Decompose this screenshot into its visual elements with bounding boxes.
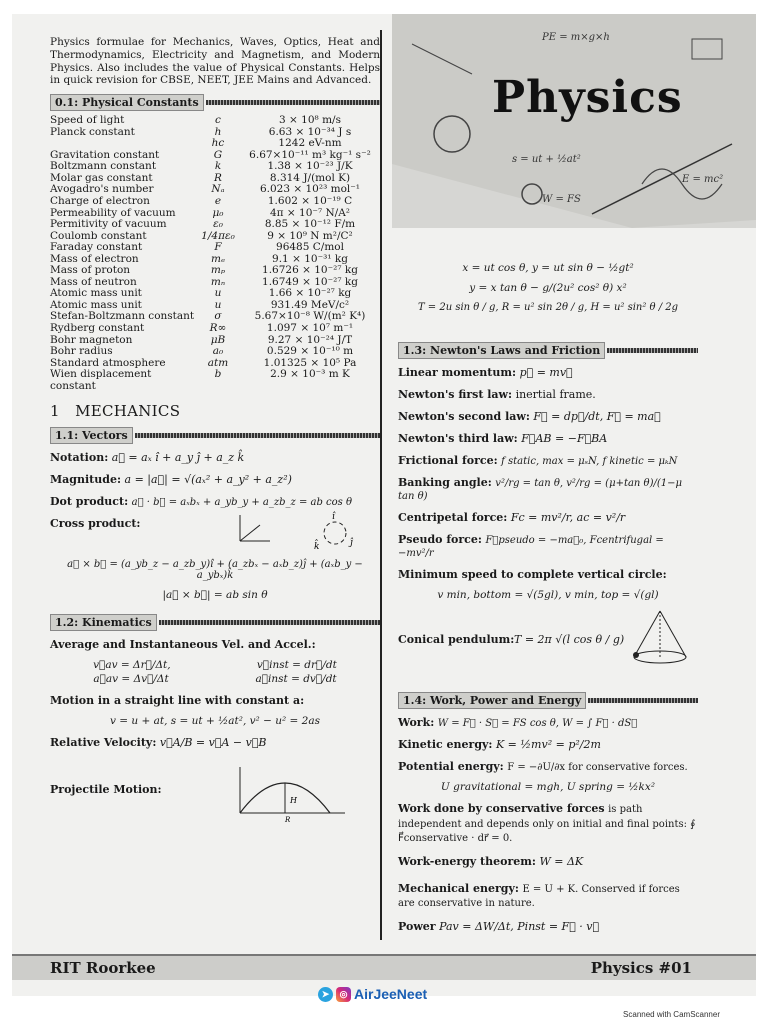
label: Work-energy theorem: [398,854,536,868]
section-header [50,428,380,442]
constant-value: 1.38 × 10⁻²³ J/K [267,160,353,173]
brand-watermark [318,984,427,1004]
formula: a⃗ = aₓ î + a_y ĵ + a_z k̂ [111,451,245,465]
constant-name: Mass of electron [50,252,139,265]
formula: a⃗av = Δv⃗/Δt [93,673,169,686]
constant-symbol: ε₀ [213,218,223,231]
chapter-heading [50,402,380,420]
constant-value: 9 × 10⁹ N m²/C² [267,229,353,242]
formula: Pav = ΔW/Δt, Pinst = F⃗ · v⃗ [439,919,600,933]
constant-name: Charge of electron [50,195,150,208]
label: Mechanical energy: [398,881,519,895]
formula: a⃗inst = dv⃗/dt [255,673,337,686]
svg-text:î: î [332,512,335,523]
label: Relative Velocity: [50,736,157,750]
formula: v²/rg = tan θ, v²/rg = (μ+tan θ)/(1−μ tan θ) [398,478,682,502]
constant-row [50,346,380,358]
label: Newton's second law: [398,410,530,423]
formula: W = F⃗ · S⃗ = FS cos θ, W = ∫ F⃗ · dS⃗ [437,718,638,729]
constant-value: 5.67×10⁻⁸ W/(m² K⁴) [254,310,366,323]
label: Newton's third law: [398,432,518,445]
constant-value: 9.1 × 10⁻³¹ kg [272,252,348,265]
formula: a⃗ × b⃗ = (a_yb_z − a_zb_y)î + (a_zbₓ − aₓb_z)ĵ + (aₓb_y − a_ybₓ)k̂ [67,559,363,582]
constant-name: Planck constant [50,125,135,138]
footer-left: RIT Roorkee [50,959,156,977]
constant-value: 1.097 × 10⁷ m⁻¹ [266,322,354,335]
constant-symbol: u [214,287,222,300]
constant-name: Mass of neutron [50,275,137,288]
formula: K = ½mv² = p²/2m [495,738,601,751]
svg-text:R: R [285,816,291,824]
column-divider [380,30,382,940]
constant-symbol: σ [214,310,222,323]
section-header [398,343,698,357]
svg-text:k̂: k̂ [314,542,320,552]
left-column [50,30,380,823]
constant-name: Permitivity of vacuum [50,218,167,231]
section-title: 1.1: Vectors [50,427,133,444]
formula: F = −∂U/∂x for conservative forces. [507,762,688,773]
label: Cross product: [50,517,141,531]
footer-right: Physics #01 [590,959,692,977]
label: Newton's first law: [398,388,513,401]
label: Work: [398,716,435,729]
scanner-credit: Scanned with CamScanner [623,1010,720,1019]
constant-symbol: mₙ [210,275,226,288]
constant-value: 6.023 × 10²³ mol⁻¹ [259,183,361,196]
constant-value: 3 × 10⁸ m/s [279,114,341,127]
page-footer [12,954,756,980]
svg-text:H: H [290,796,297,806]
constant-name: Bohr magneton [50,333,133,346]
formula: T = 2π √(l cos θ / g) [514,633,625,646]
formula: y = x tan θ − g/(2u² cos² θ) x² [469,282,627,294]
formula: T = 2u sin θ / g, R = u² sin 2θ / g, H = u² sin² θ / 2g [417,302,679,313]
intro-paragraph: Physics formulae for Mechanics, Waves, Optics, Heat and Thermodynamics, Electricity and Magnetism, and Modern Physics. Also includes the value of Physical Constants. Helps in quick revision for CBSE, NEET, JEE Mains and Advanced. [50,36,380,87]
constant-value: 1.6726 × 10⁻²⁷ kg [262,264,358,277]
label: Motion in a straight line with constant a: [50,694,305,708]
section-title: 1.4: Work, Power and Energy [398,692,586,709]
text: inertial frame. [515,388,596,401]
constant-name: Gravitation constant [50,148,160,161]
formula: v⃗av = Δr⃗/Δt, [93,659,171,672]
formula: F⃗AB = −F⃗BA [521,432,608,445]
constant-symbol: atm [207,356,229,369]
constant-symbol: 1/4πε₀ [201,229,235,242]
label: Kinetic energy: [398,738,493,751]
constant-symbol: mₑ [210,252,226,265]
label: Minimum speed to complete vertical circle: [398,568,667,581]
text: E = U + K. Conserved if forces are conservative in nature. [398,883,680,909]
constant-symbol: G [213,148,223,161]
label: Dot product: [50,495,129,509]
constant-value: 4π × 10⁻⁷ N/A² [269,206,351,219]
constant-name: Avogadro's number [50,183,154,196]
constant-symbol: R∞ [209,322,227,335]
section-header [50,95,380,109]
doodle-text: E = mc² [682,174,724,185]
chapter-title: MECHANICS [75,402,181,421]
right-column [398,0,698,933]
constant-value: 6.67×10⁻¹¹ m³ kg⁻¹ s⁻² [249,148,371,161]
constant-row [50,196,380,208]
constant-row [50,369,380,392]
constant-value: 931.49 MeV/c² [270,298,350,311]
formula: p⃗ = mv⃗ [519,366,573,379]
formula: Fc = mv²/r, ac = v²/r [510,511,626,524]
section-title: 1.2: Kinematics [50,614,157,631]
constant-row [50,219,380,231]
constant-symbol: h [214,125,222,138]
svg-text:ĵ: ĵ [350,538,353,549]
constant-name: Mass of proton [50,264,131,277]
constant-symbol: μ₀ [212,206,224,219]
constant-name: Faraday constant [50,241,143,254]
formula: a = |a⃗| = √(aₓ² + a_y² + a_z²) [124,473,292,487]
constant-value: 2.9 × 10⁻³ m K [270,368,350,381]
brand-name: AirJeeNeet [354,986,428,1002]
constant-symbol: c [215,114,221,127]
constant-name: Coulomb constant [50,229,147,242]
chapter-number: 1 [50,402,60,421]
label: Work done by conservative forces [398,802,605,815]
cross-product-diagram [230,511,370,551]
constant-symbol: R [214,171,222,184]
formula: v⃗A/B = v⃗A − v⃗B [159,736,267,750]
text: is path independent and depends only on initial and final points: ∮ F⃗conservative · dr⃗ = 0. [398,804,696,844]
constant-name: Standard atmosphere [50,356,166,369]
constant-value: 0.529 × 10⁻¹⁰ m [266,345,354,358]
constant-symbol: k [214,160,222,173]
doodle-text: s = ut + ½at² [512,154,581,165]
constant-value: 96485 C/mol [276,241,344,254]
formula: a⃗ · b⃗ = aₓbₓ + a_yb_y + a_zb_z = ab cos θ [131,497,353,509]
label: Magnitude: [50,473,122,487]
formula: F⃗ = dp⃗/dt, F⃗ = ma⃗ [533,410,661,423]
constant-name: Atomic mass unit [50,287,142,300]
label: Notation: [50,451,109,465]
constants-table [50,115,380,392]
label: Average and Instantaneous Vel. and Accel.: [50,638,316,652]
constant-symbol: a₀ [212,345,224,358]
formula: W = ΔK [539,854,584,868]
constant-value: 8.314 J/(mol K) [269,171,351,184]
doodle-text: W = FS [542,194,581,205]
telegram-icon: ➤ [318,987,333,1002]
constant-symbol: hc [211,137,225,150]
constant-value: 1.6749 × 10⁻²⁷ kg [262,275,358,288]
label: Centripetal force: [398,511,508,524]
label: Power [398,919,436,933]
constant-symbol: e [214,195,222,208]
label: Projectile Motion: [50,783,162,797]
constant-symbol: mₚ [210,264,226,277]
label: Potential energy: [398,760,504,773]
section-header [50,615,380,629]
formula: v min, bottom = √(5gl), v min, top = √(gl) [437,589,659,601]
constant-name: Molar gas constant [50,171,153,184]
constant-symbol: Nₐ [211,183,225,196]
constant-value: 9.27 × 10⁻²⁴ J/T [267,333,353,346]
formula: U gravitational = mgh, U spring = ½kx² [440,781,656,793]
constant-value: 1.01325 × 10⁵ Pa [263,356,357,369]
constant-name: Permeability of vacuum [50,206,176,219]
formula: |a⃗ × b⃗| = ab sin θ [162,589,268,602]
label: Banking angle: [398,476,492,489]
constant-name: Atomic mass unit [50,298,142,311]
label: Conical pendulum: [398,633,515,646]
constant-name: Boltzmann constant [50,160,157,173]
constant-symbol: u [214,298,222,311]
constant-name: Rydberg constant [50,322,145,335]
formula: v⃗inst = dr⃗/dt [256,659,337,672]
constant-name: Speed of light [50,114,125,127]
label: Linear momentum: [398,366,517,379]
doodle-text: PE = m×g×h [542,32,610,43]
constant-symbol: b [214,368,222,381]
constant-value: 6.63 × 10⁻³⁴ J s [268,125,352,138]
label: Pseudo force: [398,533,482,546]
constant-value: 1.66 × 10⁻²⁷ kg [268,287,352,300]
label: Frictional force: [398,454,498,467]
constant-symbol: F [214,241,222,254]
constant-value: 1.602 × 10⁻¹⁹ C [267,195,353,208]
constant-value: 1242 eV-nm [278,137,342,150]
constant-symbol: μB [210,333,226,346]
formula: F⃗pseudo = −ma⃗₀, Fcentrifugal = −mv²/r [398,535,664,559]
constant-value: 8.85 × 10⁻¹² F/m [264,218,356,231]
constant-name: Wien displacement constant [50,368,152,392]
constant-row [50,323,380,335]
constant-name: Bohr radius [50,345,113,358]
formula: f static, max = μₛN, f kinetic = μₖN [501,456,678,467]
banner-title: Physics [492,72,683,123]
formula: v = u + at, s = ut + ½at², v² − u² = 2as [109,715,321,728]
section-title: 1.3: Newton's Laws and Friction [398,342,605,359]
conical-pendulum-diagram [624,607,696,675]
constant-name: Stefan-Boltzmann constant [50,310,195,323]
section-title: 0.1: Physical Constants [50,94,204,111]
section-header [398,693,698,707]
constant-row [50,115,380,127]
formula: x = ut cos θ, y = ut sin θ − ½gt² [462,262,634,274]
projectile-diagram [230,763,350,823]
instagram-icon: ◎ [336,987,351,1002]
